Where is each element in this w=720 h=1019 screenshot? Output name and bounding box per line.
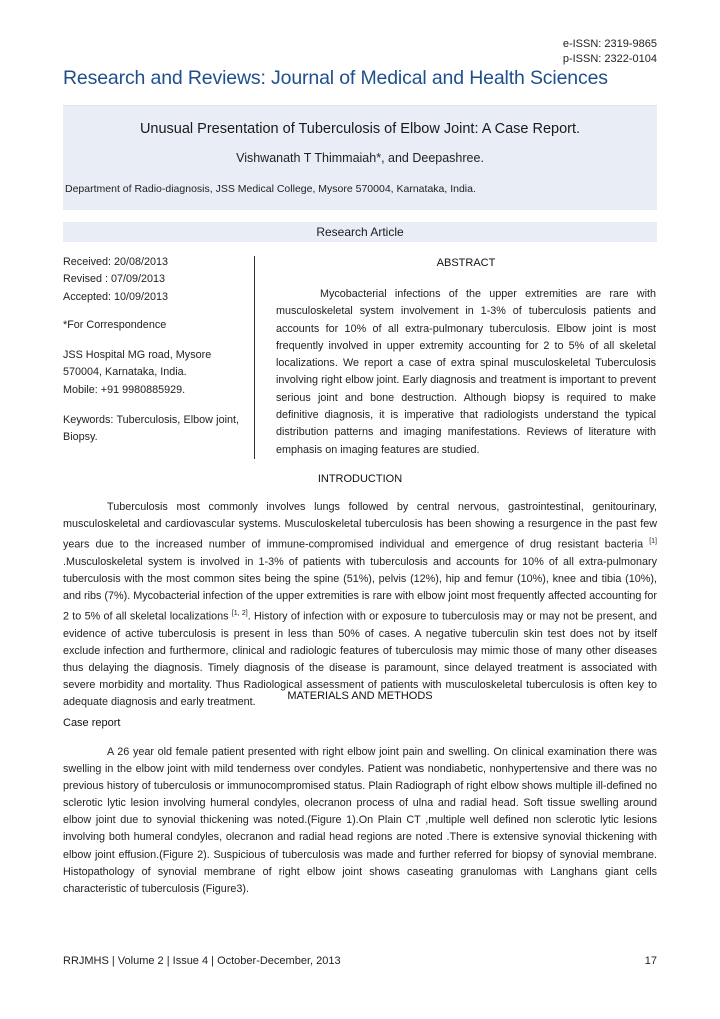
introduction-heading: INTRODUCTION (317, 473, 403, 485)
article-affiliation: Department of Radio-diagnosis, JSS Medical College, Mysore 570004, Karnataka, India. (65, 183, 476, 195)
correspondence-label: *For Correspondence (63, 319, 167, 331)
abstract-heading: ABSTRACT (436, 257, 496, 269)
accepted-date: Accepted: 10/09/2013 (63, 290, 169, 303)
eissn: e-ISSN: 2319-9865 (562, 38, 657, 50)
keywords (63, 412, 239, 447)
keywords-label: Keywords: (63, 414, 114, 426)
pissn: p-ISSN: 2322-0104 (562, 53, 657, 65)
intro-part-1: Tuberculosis most commonly involves lungs followed by central nervous, gastrointestinal, genitourinary, musculoskeletal and cardiovascular systems. Musculoskeletal tuberculosis has been showing a resurgence in the past few years due to the increased number of immune-compromised individual and emergence of drug resistant bacteria (63, 501, 657, 551)
correspondence-address (63, 347, 239, 399)
mobile-number: Mobile: +91 9980885929. (63, 383, 186, 396)
case-report-heading: Case report (63, 717, 121, 729)
footer-citation: RRJMHS | Volume 2 | Issue 4 | October-December, 2013 (63, 955, 341, 967)
intro-part-2: .Musculoskeletal system is involved in 1-3% of patients with tuberculosis and accounts for 10% of all extra-pulmonary tuberculosis with the most common sites being the spine (51%), pelvis (12%), hip and femur (10%), knee and tibia (10%), and ribs (7%). Mycobacterial infection of the upper extremities is rare with elbow joint most frequently affected accounting for 2 to 5% of all skeletal localizations (63, 555, 657, 623)
page-number: 17 (644, 955, 657, 967)
intro-part-3: . History of infection with or exposure to tuberculosis may or may not be present, and evidence of active tuberculosis is present in less than 50% of cases. A negative tuberculin skin test does not by itself exclude infection and furthermore, clinical and radiologic features of tuberculosis may mimic those of many other diseases thus delaying the diagnosis. Timely diagnosis of the disease is paramount, since delayed treatment is associated with severe morbidity and mortality. Thus Radiological assessment of patients with musculoskeletal tuberculosis is often key to adequate diagnosis and early treatment. (63, 610, 657, 709)
journal-title: Research and Reviews: Journal of Medical and Health Sciences (63, 67, 608, 89)
article-dates (63, 254, 239, 306)
article-type: Research Article (316, 225, 404, 239)
citation-ref-1: [1] (649, 538, 657, 546)
article-title: Unusual Presentation of Tuberculosis of Elbow Joint: A Case Report. (139, 121, 581, 137)
citation-ref-2: [1, 2] (231, 610, 248, 618)
abstract-text: Mycobacterial infections of the upper extremities are rare with musculoskeletal system involvement in 1-3% of tuberculosis patients and accounts for 10% of all extra-pulmonary tuberculosis. Elbow joint is most frequently involved in upper extremity accounting for 2 to 5% of all skeletal localizations. We report a case of extra spinal musculoskeletal Tuberculosis involving right elbow joint. Early diagnosis and treatment is important to prevent serious joint and bone destruction. Although biopsy is required to make definitive diagnosis, it is imperative that radiologists understand the typical distribution patterns and imaging manifestations. Reviews of literature with emphasis on imaging features are studied. (276, 288, 656, 456)
received-date: Received: 20/08/2013 (63, 256, 169, 268)
column-divider (254, 256, 255, 459)
article-authors: Vishwanath T Thimmaiah*, and Deepashree. (236, 151, 484, 165)
case-report-text: A 26 year old female patient presented with right elbow joint pain and swelling. On clinical examination there was swelling in the elbow joint with mild tenderness over condyles. Patient was nondiabetic, nonhypertensive and there was no previous history of tuberculosis or immunocompromised status. Plain Radiograph of right elbow shows multiple ill-defined no sclerotic lytic lesion involving humeral condyles, olecranon process of ulna and radial head. Soft tissue swelling around elbow joint due to synovial thickening was noted.(Figure 1).On Plain CT ,multiple well defined non sclerotic lytic lesions involving both humeral condyles, olecranon and radial head regions are noted .There is extensive synovial thickening with elbow joint effusion.(Figure 2). Suspicious of tuberculosis was made and further referred for biopsy of synovial membrane. Histopathology of synovial membrane of right elbow joint shows caseating granulomas with Langhans giant cells characteristic of tuberculosis (Figure3). (63, 746, 657, 895)
address-line-2: 570004, Karnataka, India. (63, 366, 187, 379)
keywords-list: Tuberculosis, Elbow joint, Biopsy. (63, 414, 239, 444)
introduction-text (63, 499, 657, 711)
methods-heading: MATERIALS AND METHODS (287, 690, 433, 702)
revised-date: Revised : 07/09/2013 (63, 273, 166, 286)
address-line-1: JSS Hospital MG road, Mysore (63, 349, 212, 361)
